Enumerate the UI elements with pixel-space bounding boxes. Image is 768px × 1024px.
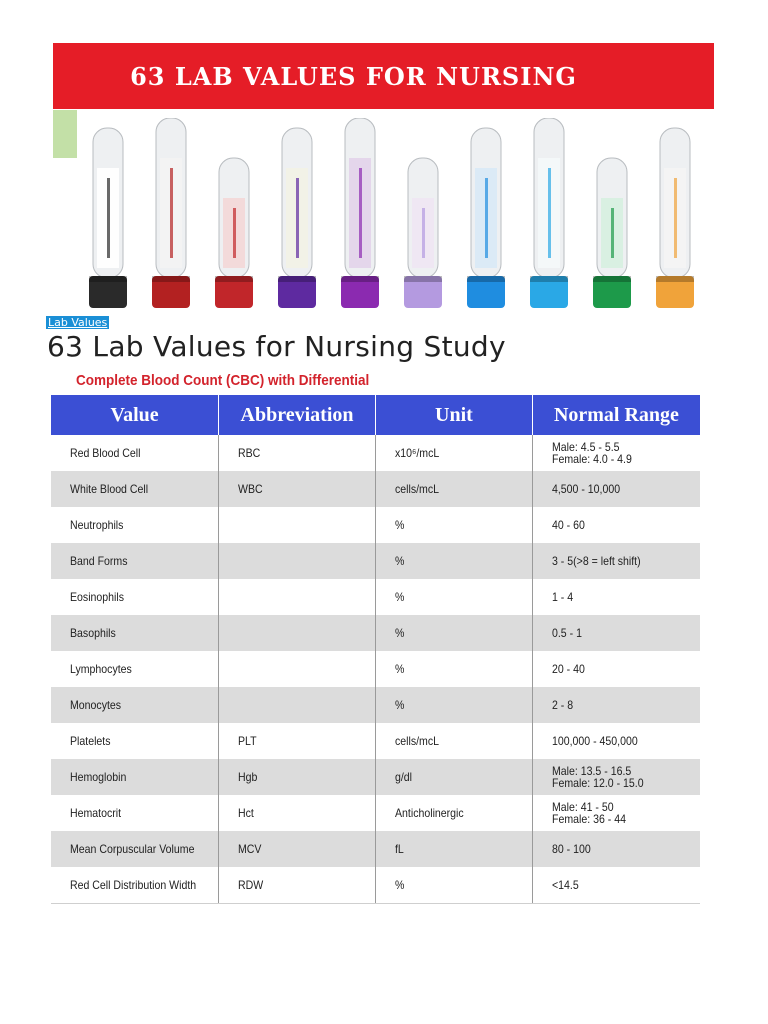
cell-unit: [375, 687, 532, 723]
cell-value: [51, 723, 219, 759]
table-row: [51, 435, 700, 471]
table-row: [51, 795, 700, 831]
cell-text: Mean Corpuscular Volume: [70, 842, 195, 856]
cbc-table: [51, 395, 700, 904]
page-title: 63 Lab Values for Nursing Study: [47, 330, 506, 363]
cell-abbreviation: [219, 651, 376, 687]
cell-unit: [375, 759, 532, 795]
cell-unit: [375, 651, 532, 687]
cell-value: [51, 543, 219, 579]
cell-normal-range: [532, 759, 700, 795]
cell-text: Male: 4.5 - 5.5 Female: 4.0 - 4.9: [551, 439, 632, 466]
table-row: [51, 471, 700, 507]
cell-value: [51, 435, 219, 471]
cell-text: g/dl: [394, 770, 413, 784]
cell-value: [51, 831, 219, 867]
cell-text: Anticholinergic: [394, 806, 464, 820]
cell-text: White Blood Cell: [70, 482, 149, 496]
table-row: [51, 723, 700, 759]
cell-text: Eosinophils: [70, 590, 125, 604]
cell-normal-range: [532, 615, 700, 651]
cell-text: Neutrophils: [70, 518, 124, 532]
cell-text: Hematocrit: [70, 806, 122, 820]
cell-text: Hemoglobin: [70, 770, 127, 784]
cell-text: %: [394, 878, 405, 892]
cell-text: WBC: [238, 482, 263, 496]
cell-text: fL: [394, 842, 404, 856]
cell-text: 80 - 100: [551, 842, 591, 856]
table-row: [51, 507, 700, 543]
cell-abbreviation: [219, 543, 376, 579]
cell-normal-range: [532, 579, 700, 615]
cell-text: Hgb: [238, 770, 258, 784]
blood-tube-icon: [530, 118, 568, 308]
blood-tube-icon: [656, 128, 694, 308]
cell-text: Hct: [238, 806, 254, 820]
cell-text: 40 - 60: [551, 518, 585, 532]
cell-unit: [375, 471, 532, 507]
cell-normal-range: [532, 471, 700, 507]
cell-normal-range: [532, 795, 700, 831]
cell-text: Lymphocytes: [70, 662, 132, 676]
cell-text: Band Forms: [70, 554, 128, 568]
cell-text: 2 - 8: [551, 698, 573, 712]
cell-text: %: [394, 626, 405, 640]
decorative-tab: [53, 110, 77, 158]
cell-abbreviation: [219, 867, 376, 904]
cell-text: Male: 41 - 50 Female: 36 - 44: [551, 799, 626, 826]
cell-normal-range: [532, 867, 700, 904]
cell-abbreviation: [219, 687, 376, 723]
cell-value: [51, 507, 219, 543]
blood-tube-icon: [341, 118, 379, 308]
cell-unit: [375, 435, 532, 471]
blood-tube-icon: [278, 128, 316, 308]
blood-tubes-image: [80, 118, 720, 312]
table-row: [51, 759, 700, 795]
cell-abbreviation: [219, 723, 376, 759]
cell-text: cells/mcL: [394, 482, 439, 496]
cell-abbreviation: [219, 507, 376, 543]
blood-tube-icon: [467, 128, 505, 308]
banner-title: 63 LAB VALUES FOR NURSING: [130, 61, 577, 91]
blood-tube-icon: [89, 128, 127, 308]
cell-text: cells/mcL: [394, 734, 439, 748]
cell-text: 100,000 - 450,000: [551, 734, 638, 748]
cell-text: %: [394, 662, 405, 676]
cell-abbreviation: [219, 579, 376, 615]
cell-normal-range: [532, 543, 700, 579]
table-row: [51, 543, 700, 579]
blood-tube-icon: [215, 158, 253, 308]
cell-unit: [375, 543, 532, 579]
cell-unit: [375, 723, 532, 759]
cell-text: PLT: [238, 734, 257, 748]
cell-value: [51, 579, 219, 615]
table-row: [51, 831, 700, 867]
cell-normal-range: [532, 831, 700, 867]
header-normal-range: Normal Range: [532, 395, 700, 435]
cell-text: x10⁶/mcL: [394, 446, 440, 460]
table-row: [51, 651, 700, 687]
cell-text: 0.5 - 1: [551, 626, 582, 640]
cell-abbreviation: [219, 759, 376, 795]
blood-tube-icon: [593, 158, 631, 308]
cell-text: 4,500 - 10,000: [551, 482, 620, 496]
cell-value: [51, 759, 219, 795]
cell-text: 1 - 4: [551, 590, 573, 604]
cell-abbreviation: [219, 831, 376, 867]
cell-normal-range: [532, 507, 700, 543]
table-caption: Complete Blood Count (CBC) with Differential: [76, 372, 370, 389]
cell-unit: [375, 867, 532, 904]
cell-text: Red Blood Cell: [70, 446, 141, 460]
cell-text: Monocytes: [70, 698, 122, 712]
cell-value: [51, 795, 219, 831]
header-unit: Unit: [375, 395, 532, 435]
cell-text: 20 - 40: [551, 662, 585, 676]
cell-abbreviation: [219, 615, 376, 651]
title-banner: [53, 43, 714, 109]
table-row: [51, 615, 700, 651]
table-row: [51, 867, 700, 904]
header-abbreviation: Abbreviation: [219, 395, 376, 435]
cell-normal-range: [532, 687, 700, 723]
cell-normal-range: [532, 651, 700, 687]
cell-unit: [375, 831, 532, 867]
cell-value: [51, 471, 219, 507]
cell-normal-range: [532, 435, 700, 471]
cell-text: RBC: [238, 446, 261, 460]
cell-text: <14.5: [551, 878, 579, 892]
table-header-row: [51, 395, 700, 435]
table-row: [51, 579, 700, 615]
cell-value: [51, 867, 219, 904]
table-row: [51, 687, 700, 723]
cell-text: Platelets: [70, 734, 111, 748]
blood-tube-icon: [152, 118, 190, 308]
cell-value: [51, 651, 219, 687]
header-value: Value: [51, 395, 219, 435]
cell-value: [51, 615, 219, 651]
cell-text: %: [394, 518, 405, 532]
cell-unit: [375, 579, 532, 615]
cell-text: 3 - 5(>8 = left shift): [551, 554, 641, 568]
lab-values-tag-link[interactable]: Lab Values: [48, 316, 108, 329]
cell-value: [51, 687, 219, 723]
cell-unit: [375, 795, 532, 831]
cell-normal-range: [532, 723, 700, 759]
cell-abbreviation: [219, 471, 376, 507]
blood-tube-icon: [404, 158, 442, 308]
cell-abbreviation: [219, 435, 376, 471]
cell-text: Male: 13.5 - 16.5 Female: 12.0 - 15.0: [551, 763, 644, 790]
cell-abbreviation: [219, 795, 376, 831]
cell-text: %: [394, 554, 405, 568]
cell-text: MCV: [238, 842, 262, 856]
cell-text: Red Cell Distribution Width: [70, 878, 197, 892]
cell-text: %: [394, 590, 405, 604]
cell-text: Basophils: [70, 626, 116, 640]
cell-unit: [375, 507, 532, 543]
cell-text: %: [394, 698, 405, 712]
cell-text: RDW: [238, 878, 264, 892]
cell-unit: [375, 615, 532, 651]
